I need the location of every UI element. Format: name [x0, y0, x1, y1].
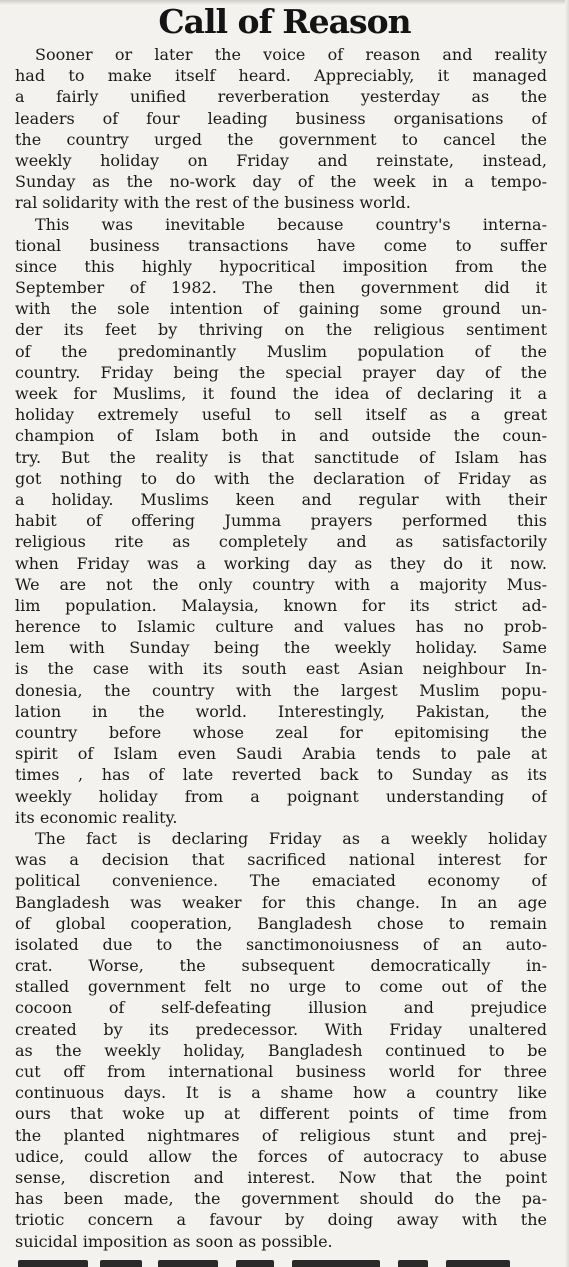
text-line: country. Friday being the special prayer day of the [15, 362, 547, 382]
text-line: cut off from international business world for three [15, 1062, 547, 1081]
text-line: was a decision that sacrificed national interest for [15, 850, 547, 870]
text-line: lim population. Malaysia, known for its strict ad- [15, 595, 547, 615]
text-line: weekly holiday from a poignant understanding of [15, 786, 547, 806]
text-line: since this highly hypocritical imposition from the [15, 256, 547, 276]
cut-glyph [292, 1260, 380, 1267]
text-line: herence to Islamic culture and values has no prob- [15, 617, 547, 637]
text-line: when Friday was a working day as they do it now. [15, 553, 547, 573]
text-line: week for Muslims, it found the idea of declaring it a [15, 384, 547, 403]
article-body [15, 44, 547, 1252]
text-line: September of 1982. The then government did it [15, 278, 547, 298]
cut-glyph [446, 1260, 510, 1267]
text-line: Sunday as the no-work day of the week in a tempo- [15, 172, 547, 192]
text-line: weekly holiday on Friday and reinstate, instead, [15, 150, 547, 170]
text-line: got nothing to do with the declaration of Friday as [15, 468, 547, 488]
text-line: We are not the only country with a majority Mus- [15, 574, 547, 594]
text-line: habit of offering Jumma prayers performed this [15, 511, 547, 531]
text-line: try. But the reality is that sanctitude of Islam has [15, 447, 547, 467]
text-line: the planted nightmares of religious stunt and prej- [15, 1125, 547, 1145]
text-line: had to make itself heard. Appreciably, it managed [15, 66, 547, 86]
text-line: spirit of Islam even Saudi Arabia tends to pale at [15, 744, 547, 764]
text-line: lation in the world. Interestingly, Pakistan, the [15, 701, 547, 721]
text-line: triotic concern a favour by doing away with the [15, 1210, 547, 1230]
paragraph-1 [15, 44, 547, 214]
text-line: suicidal imposition as soon as possible. [15, 1231, 333, 1251]
text-line: political convenience. The emaciated economy of [15, 871, 547, 891]
text-line: stalled government felt no urge to come out of the [15, 977, 547, 997]
text-line: as the weekly holiday, Bangladesh continued to be [15, 1040, 547, 1060]
text-line: ral solidarity with the rest of the business world. [15, 193, 411, 213]
text-line: is the case with its south east Asian neighbour In- [15, 659, 547, 679]
text-line: created by its predecessor. With Friday unaltered [15, 1019, 547, 1039]
text-line: This was inevitable because country's interna- [35, 214, 547, 234]
text-line: crat. Worse, the subsequent democratically in- [15, 956, 547, 976]
text-line: sense, discretion and interest. Now that the point [15, 1167, 547, 1187]
cut-glyph [158, 1260, 218, 1267]
text-line: a fairly unified reverberation yesterday as the [15, 87, 547, 107]
text-line: times , has of late reverted back to Sunday as its [15, 765, 547, 785]
text-line: udice, could allow the forces of autocracy to abuse [15, 1146, 547, 1166]
text-line: Bangladesh was weaker for this change. In an age [15, 892, 547, 912]
text-line: cocoon of self-defeating illusion and prejudice [15, 998, 547, 1018]
text-line: donesia, the country with the largest Muslim popu- [15, 680, 547, 700]
text-line: has been made, the government should do the pa- [15, 1189, 547, 1209]
text-line: religious rite as completely and as satisfactorily [15, 532, 547, 552]
cut-glyph [18, 1260, 88, 1267]
text-line: holiday extremely useful to sell itself as a great [15, 405, 547, 425]
text-line: continuous days. It is a shame how a country like [15, 1083, 547, 1103]
text-line: champion of Islam both in and outside the coun- [15, 426, 547, 446]
text-line: der its feet by thriving on the religious sentiment [15, 320, 547, 340]
text-line: of global cooperation, Bangladesh chose to remain [15, 913, 547, 933]
text-line: with the sole intention of gaining some ground un- [15, 299, 547, 319]
text-line: leaders of four leading business organisations of [15, 108, 547, 128]
text-line: of the predominantly Muslim population of the [15, 341, 547, 361]
cut-glyph [398, 1260, 428, 1267]
paragraph-2 [15, 214, 547, 828]
text-line: the country urged the government to cancel the [15, 129, 547, 149]
text-line: its economic reality. [15, 807, 178, 827]
text-line: The fact is declaring Friday as a weekly holiday [35, 828, 547, 848]
text-line: isolated due to the sanctimonoiusness of an auto- [15, 934, 547, 954]
cut-glyph [100, 1260, 142, 1267]
text-line: tional business transactions have come to suffer [15, 235, 547, 255]
text-line: lem with Sunday being the weekly holiday. Same [15, 638, 547, 658]
paragraph-3 [15, 828, 547, 1252]
text-line: ours that woke up at different points of time from [15, 1104, 547, 1124]
text-line: a holiday. Muslims keen and regular with their [15, 489, 547, 509]
text-line: Sooner or later the voice of reason and reality [35, 45, 547, 64]
clipping-right-edge [565, 0, 569, 1267]
text-line: country before whose zeal for epitomising the [15, 723, 547, 742]
cut-glyph [236, 1260, 274, 1267]
headline: Call of Reason [158, 2, 411, 41]
next-headline-fragment [0, 1257, 569, 1267]
